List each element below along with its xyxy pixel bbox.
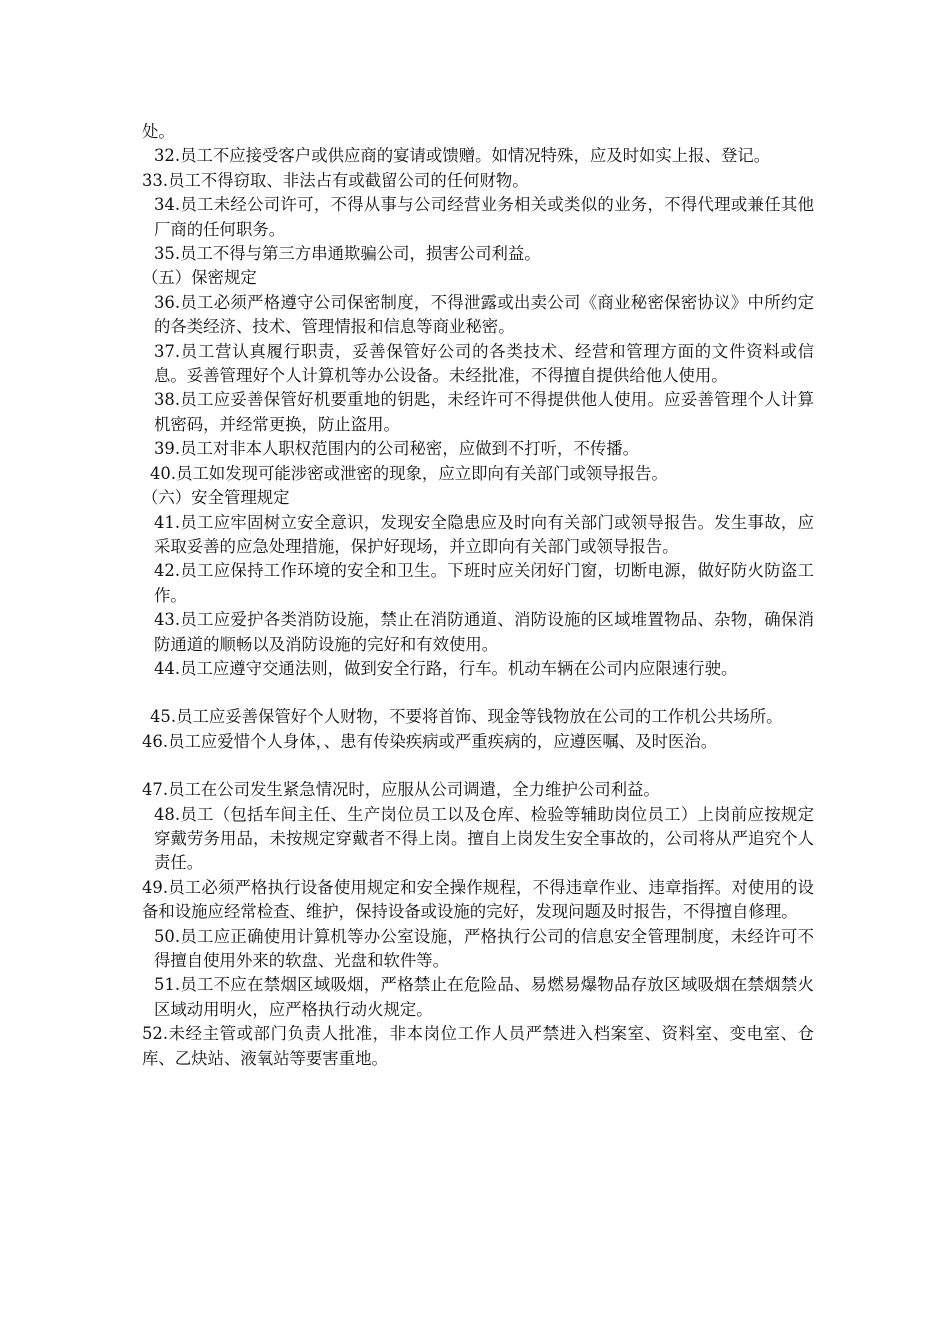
section-heading-confidentiality: （五）保密规定 bbox=[142, 268, 257, 288]
paragraph-35: 35.员工不得与第三方串通欺骗公司，损害公司利益。 bbox=[154, 244, 541, 264]
paragraph-45: 45.员工应妥善保管好个人财物，不要将首饰、现金等钱物放在公司的工作机公共场所。 bbox=[150, 707, 783, 727]
paragraph-50: 50.员工应正确使用计算机等办公室设施，严格执行公司的信息安全管理制度，未经许可不得擅自使用外来的软盘、光盘和软件等。 bbox=[154, 926, 814, 970]
blank-line bbox=[142, 754, 814, 778]
blank-line bbox=[142, 681, 814, 705]
paragraph-32: 32.员工不应接受客户或供应商的宴请或馈赠。如情况特殊，应及时如实上报、登记。 bbox=[154, 146, 771, 166]
paragraph-51: 51.员工不应在禁烟区域吸烟，严格禁止在危险品、易燃易爆物品存放区域吸烟在禁烟禁火区域动用明火，应严格执行动火规定。 bbox=[154, 975, 814, 1019]
section-heading-safety: （六）安全管理规定 bbox=[142, 488, 290, 508]
paragraph-46: 46.员工应爱惜个人身体，、患有传染疾病或严重疾病的，应遵医嘱、及时医治。 bbox=[142, 731, 718, 751]
paragraph-52: 52.未经主管或部门负责人批准，非本岗位工作人员严禁进入档案室、资料室、变电室、仓库、乙炔站、液氧站等要害重地。 bbox=[142, 1024, 814, 1068]
paragraph-33: 33.员工不得窃取、非法占有或截留公司的任何财物。 bbox=[142, 170, 529, 190]
paragraph-38: 38.员工应妥善保管好机要重地的钥匙，未经许可不得提供他人使用。应妥善管理个人计算机密码，并经常更换，防止盗用。 bbox=[154, 390, 814, 434]
paragraph-43: 43.员工应爱护各类消防设施，禁止在消防通道、消防设施的区域堆置物品、杂物，确保消防通道的顺畅以及消防设施的完好和有效使用。 bbox=[154, 610, 814, 654]
paragraph-34: 34.员工未经公司许可，不得从事与公司经营业务相关或类似的业务，不得代理或兼任其他厂商的任何职务。 bbox=[154, 195, 814, 239]
paragraph-49: 49.员工必须严格执行设备使用规定和安全操作规程，不得违章作业、违章指挥。对使用的设备和设施应经常检查、维护，保持设备或设施的完好，发现问题及时报告，不得擅自修理。 bbox=[142, 877, 814, 922]
document-page bbox=[142, 120, 814, 1071]
paragraph-37: 37.员工营认真履行职责，妥善保管好公司的各类技术、经营和管理方面的文件资料或信息。妥善管理好个人计算机等办公设备。未经批准，不得擅自提供给他人使用。 bbox=[154, 341, 814, 386]
paragraph-41: 41.员工应牢固树立安全意识，发现安全隐患应及时向有关部门或领导报告。发生事故，应采取妥善的应急处理措施，保护好现场，并立即向有关部门或领导报告。 bbox=[154, 512, 814, 556]
paragraph-40: 40.员工如发现可能涉密或泄密的现象，应立即向有关部门或领导报告。 bbox=[150, 463, 668, 483]
paragraph-31-end: 处。 bbox=[142, 122, 175, 141]
paragraph-47: 47.员工在公司发生紧急情况时，应服从公司调遣，全力维护公司利益。 bbox=[142, 780, 660, 800]
paragraph-48: 48.员工（包括车间主任、生产岗位员工以及仓库、检验等辅助岗位员工）上岗前应按规定穿戴劳务用品，未按规定穿戴者不得上岗。擅自上岗发生安全事故的，公司将从严追究个人责任。 bbox=[154, 804, 814, 873]
paragraph-44: 44.员工应遵守交通法则，做到安全行路，行车。机动车辆在公司内应限速行驶。 bbox=[154, 658, 738, 678]
paragraph-39: 39.员工对非本人职权范围内的公司秘密，应做到不打听，不传播。 bbox=[154, 439, 640, 459]
paragraph-36: 36.员工必须严格遵守公司保密制度，不得泄露或出卖公司《商业秘密保密协议》中所约定的各类经济、技术、管理情报和信息等商业秘密。 bbox=[154, 292, 814, 337]
paragraph-42: 42.员工应保持工作环境的安全和卫生。下班时应关闭好门窗，切断电源，做好防火防盗工作。 bbox=[154, 561, 814, 605]
